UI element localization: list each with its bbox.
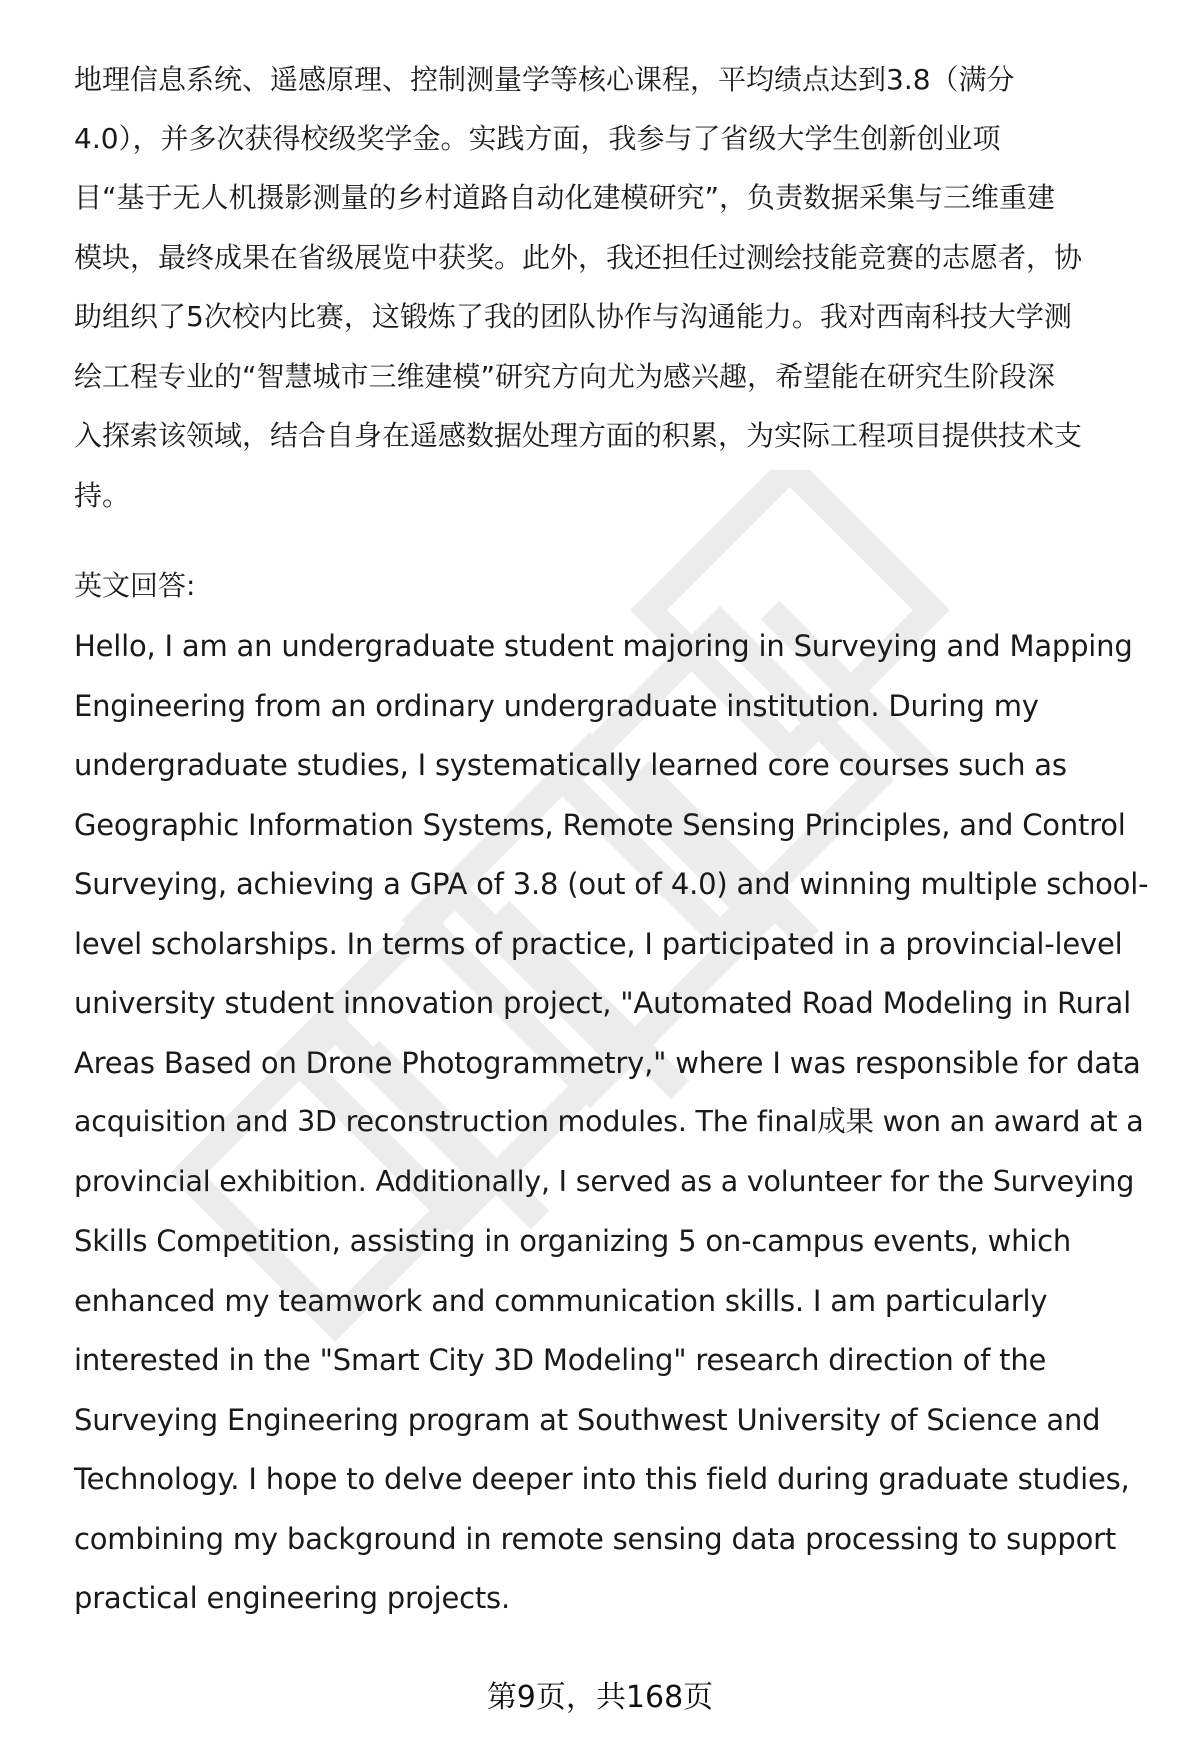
en-paragraph-line-1: Hello, I am an undergraduate student majoring in Surveying and Mapping [74, 629, 1133, 663]
zh-paragraph-line-3: 目“基于无人机摄影测量的乡村道路自动化建模研究”，负责数据采集与三维重建 [74, 181, 1056, 214]
en-paragraph-line-16: combining my background in remote sensing data processing to support [74, 1522, 1117, 1556]
en-paragraph-line-11: Skills Competition, assisting in organizing 5 on-campus events, which [74, 1224, 1072, 1258]
en-paragraph-line-8: Areas Based on Drone Photogrammetry," where I was responsible for data [74, 1046, 1141, 1080]
page-number-footer: 第9页，共168页 [486, 1680, 714, 1715]
en-paragraph-line-5: Surveying, achieving a GPA of 3.8 (out of 4.0) and winning multiple school- [74, 867, 1149, 901]
zh-paragraph-line-5: 助组织了5次校内比赛，这锻炼了我的团队协作与沟通能力。我对西南科技大学测 [74, 300, 1072, 333]
en-paragraph-line-7: university student innovation project, "Automated Road Modeling in Rural [74, 986, 1131, 1020]
en-paragraph-line-17: practical engineering projects. [74, 1581, 510, 1615]
en-paragraph-line-6: level scholarships. In terms of practice, I participated in a provincial-level [74, 927, 1123, 961]
en-paragraph-line-2: Engineering from an ordinary undergraduate institution. During my [74, 689, 1039, 723]
en-paragraph-line-10: provincial exhibition. Additionally, I served as a volunteer for the Surveying [74, 1165, 1135, 1198]
zh-paragraph-line-4: 模块，最终成果在省级展览中获奖。此外，我还担任过测绘技能竞赛的志愿者，协 [74, 241, 1083, 274]
en-paragraph-line-3: undergraduate studies, I systematically learned core courses such as [74, 748, 1067, 782]
en-paragraph-line-14: Surveying Engineering program at Southwest University of Science and [74, 1403, 1101, 1437]
zh-paragraph-line-1: 地理信息系统、遥感原理、控制测量学等核心课程，平均绩点达到3.8（满分 [74, 63, 1015, 96]
en-paragraph-line-9: acquisition and 3D reconstruction modules. The final成果 won an award at a [74, 1105, 1144, 1138]
en-paragraph-line-12: enhanced my teamwork and communication skills. I am particularly [74, 1284, 1048, 1318]
zh-paragraph-line-6: 绘工程专业的“智慧城市三维建模”研究方向尤为感兴趣，希望能在研究生阶段深 [74, 360, 1056, 393]
en-paragraph-line-13: interested in the "Smart City 3D Modeling" research direction of the [74, 1343, 1047, 1377]
en-paragraph-line-4: Geographic Information Systems, Remote Sensing Principles, and Control [74, 808, 1126, 842]
zh-paragraph-line-7: 入探索该领域，结合自身在遥感数据处理方面的积累，为实际工程项目提供技术支 [74, 419, 1083, 452]
en-paragraph-line-15: Technology. I hope to delve deeper into this field during graduate studies, [74, 1462, 1130, 1496]
zh-paragraph-line-8: 持。 [74, 479, 131, 512]
zh-paragraph-line-2: 4.0），并多次获得校级奖学金。实践方面，我参与了省级大学生创新创业项 [74, 122, 1001, 155]
english-answer-heading: 英文回答: [74, 569, 196, 602]
